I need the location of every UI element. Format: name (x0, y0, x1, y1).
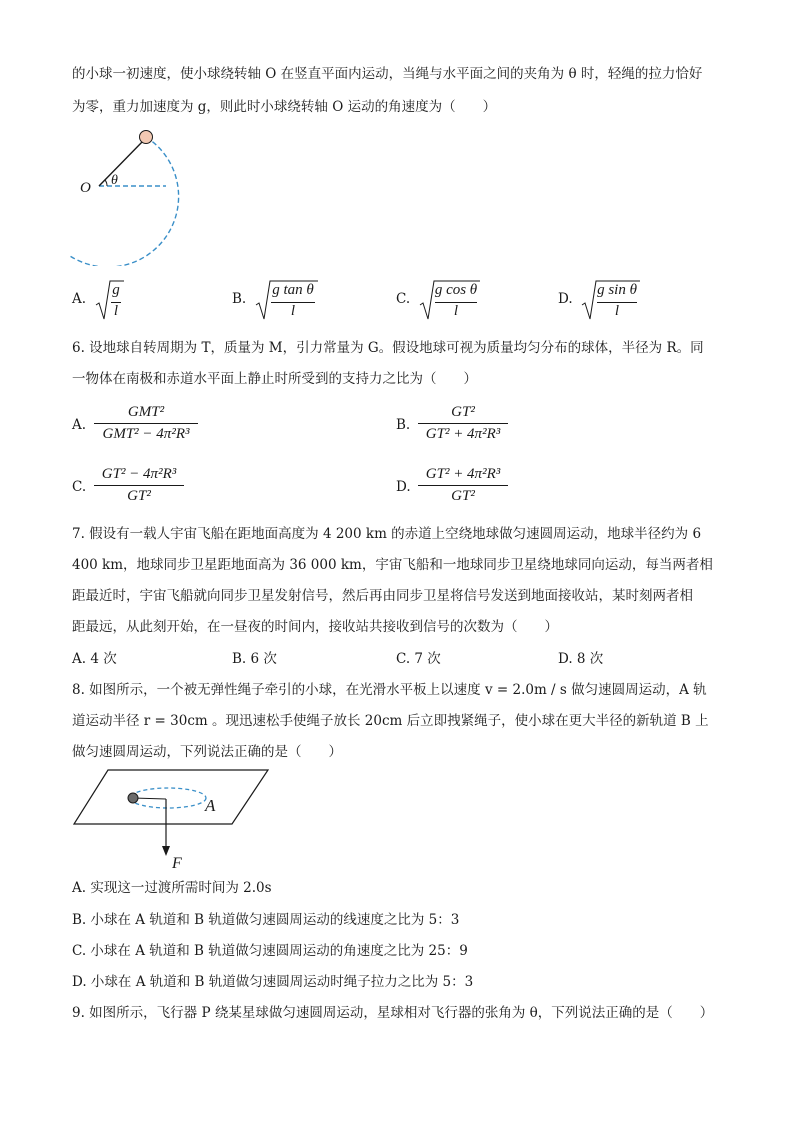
q8-option-b: B. 小球在 A 轨道和 B 轨道做匀速圆周运动的线速度之比为 5：3 (72, 912, 460, 928)
q5-option-a-numerator: g (112, 282, 120, 298)
q8-figure (72, 766, 272, 876)
q5-option-b-denominator: l (290, 303, 296, 319)
q5-ball (140, 131, 153, 144)
q7-stem-line-1: 7. 假设有一载人宇宙飞船在距地面高度为 4 200 km 的赤道上空绕地球做匀速圆周运动，地球半径约为 6 (72, 526, 702, 542)
q8-force-arrowhead (162, 846, 170, 856)
q5-option-c-radical (420, 279, 480, 325)
q5-option-b-radical (256, 279, 318, 325)
q6-option-d-fraction (418, 466, 508, 505)
q5-stem-line-2: 为零，重力加速度为 g，则此时小球绕转轴 O 运动的角速度为（ ） (72, 99, 497, 115)
q5-option-d-numerator: g sin θ (597, 282, 637, 298)
q5-option-b-label: B. (232, 291, 247, 307)
q6-option-d-denominator: GT² (451, 488, 475, 504)
q5-rope (99, 140, 144, 186)
q5-figure (70, 126, 180, 266)
q6-option-a-fraction (94, 404, 198, 443)
q7-stem-line-2: 400 km，地球同步卫星距地面高为 36 000 km，宇宙飞船和一地球同步卫星绕地球同向运动，每当两者相 (72, 557, 713, 573)
q7-option-d: D. 8 次 (558, 651, 604, 667)
q9-stem-line-1: 9. 如图所示，飞行器 P 绕某星球做匀速圆周运动，星球相对飞行器的张角为 θ，下列说法正确的是（ ） (72, 1005, 714, 1021)
q8-force-label: F (172, 855, 182, 872)
q8-plate (74, 770, 268, 824)
q8-orbit-label: A (205, 796, 216, 815)
q6-option-a-denominator: GMT² − 4π²R³ (102, 426, 190, 442)
q6-option-c-denominator: GT² (127, 488, 151, 504)
q6-option-d-numerator: GT² + 4π²R³ (425, 466, 501, 482)
q6-option-c-numerator: GT² − 4π²R³ (101, 466, 177, 482)
q7-option-b: B. 6 次 (232, 651, 277, 667)
q5-angle-arc (105, 180, 107, 186)
q7-option-a: A. 4 次 (72, 651, 117, 667)
q7-stem-line-3: 距最近时，宇宙飞船就向同步卫星发射信号，然后再由同步卫星将信号发送到地面接收站，某时刻两者相 (72, 588, 693, 604)
q8-option-d: D. 小球在 A 轨道和 B 轨道做匀速圆周运动时绳子拉力之比为 5：3 (72, 974, 474, 990)
q6-option-a-label: A. (72, 417, 87, 433)
q6-stem-line-2: 一物体在南极和赤道水平面上静止时所受到的支持力之比为（ ） (72, 371, 477, 387)
q5-option-a-denominator: l (113, 303, 119, 319)
q8-stem-line-3: 做匀速圆周运动，下列说法正确的是（ ） (72, 744, 342, 760)
q7-option-c: C. 7 次 (396, 651, 441, 667)
q5-option-d-radical (582, 279, 640, 325)
q6-stem-line-1: 6. 设地球自转周期为 T，质量为 M，引力常量为 G。假设地球可视为质量均匀分布的球体，半径为 R。同 (72, 340, 704, 356)
q6-option-a-numerator: GMT² (127, 404, 165, 420)
q5-pivot-label: O (80, 180, 91, 196)
q5-option-c-label: C. (396, 291, 411, 307)
q5-angle-label: θ (111, 173, 118, 188)
q5-option-d-denominator: l (614, 303, 620, 319)
q5-option-a-radical (96, 279, 124, 325)
q5-option-c-numerator: g cos θ (434, 282, 478, 298)
q6-option-d-label: D. (396, 479, 411, 495)
q5-stem-line-1: 的小球一初速度，使小球绕转轴 O 在竖直平面内运动，当绳与水平面之间的夹角为 θ 时，轻绳的拉力恰好 (72, 66, 703, 82)
q8-stem-line-1: 8. 如图所示，一个被无弹性绳子牵引的小球，在光滑水平板上以速度 v = 2.0m / s 做匀速圆周运动，A 轨 (72, 682, 707, 698)
q6-option-b-label: B. (396, 417, 411, 433)
q5-option-a-label: A. (72, 291, 87, 307)
q5-dashed-orbit (70, 137, 179, 266)
q6-option-b-numerator: GT² (451, 404, 475, 420)
q8-ball (128, 793, 138, 803)
q8-option-c: C. 小球在 A 轨道和 B 轨道做匀速圆周运动的角速度之比为 25：9 (72, 943, 468, 959)
q5-option-d-label: D. (558, 291, 573, 307)
q6-option-b-fraction (418, 404, 508, 443)
q8-stem-line-2: 道运动半径 r = 30cm 。现迅速松手使绳子放长 20cm 后立即拽紧绳子，使小球在更大半径的新轨道 B 上 (72, 713, 709, 729)
q6-option-c-fraction (94, 466, 184, 505)
q8-option-a: A. 实现这一过渡所需时间为 2.0s (72, 880, 272, 896)
q7-stem-line-4: 距最远，从此刻开始，在一昼夜的时间内，接收站共接收到信号的次数为（ ） (72, 619, 558, 635)
q6-option-c-label: C. (72, 479, 87, 495)
q5-option-b-numerator: g tan θ (272, 282, 314, 298)
q5-option-c-denominator: l (453, 303, 459, 319)
q6-option-b-denominator: GT² + 4π²R³ (425, 426, 501, 442)
